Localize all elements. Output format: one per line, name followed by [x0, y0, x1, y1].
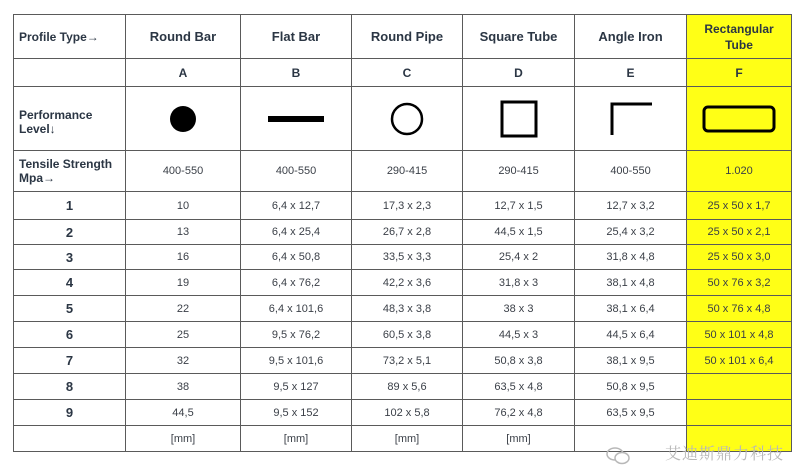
- tensile-e: 400-550: [575, 151, 687, 192]
- table-cell: 17,3 x 2,3: [352, 192, 463, 220]
- table-cell: [687, 374, 792, 400]
- table-row: [14, 400, 792, 426]
- table-cell: 6,4 x 25,4: [241, 220, 352, 245]
- table-row: [14, 192, 792, 220]
- profile-name-c: Round Pipe: [352, 15, 463, 59]
- table-cell: 26,7 x 2,8: [352, 220, 463, 245]
- table-cell: 6,4 x 50,8: [241, 245, 352, 270]
- rectangular-tube-icon: [687, 87, 792, 151]
- square-tube-icon: [463, 87, 575, 151]
- table-cell: 25 x 50 x 1,7: [687, 192, 792, 220]
- table-cell: 25,4 x 2: [463, 245, 575, 270]
- level-number: 2: [14, 220, 126, 245]
- table-cell: 25,4 x 3,2: [575, 220, 687, 245]
- table-cell: 44,5 x 1,5: [463, 220, 575, 245]
- round-bar-icon: [126, 87, 241, 151]
- table-cell: 60,5 x 3,8: [352, 322, 463, 348]
- table-cell: 50,8 x 9,5: [575, 374, 687, 400]
- table-cell: 89 x 5,6: [352, 374, 463, 400]
- table-cell: 102 x 5,8: [352, 400, 463, 426]
- table-cell: 38 x 3: [463, 296, 575, 322]
- profile-name-b: Flat Bar: [241, 15, 352, 59]
- table-cell: 63,5 x 4,8: [463, 374, 575, 400]
- table-cell: 25: [126, 322, 241, 348]
- table-row: [14, 322, 792, 348]
- tensile-label: Tensile Strength Mpa→: [14, 151, 126, 192]
- level-number: 8: [14, 374, 126, 400]
- table-cell: 50 x 76 x 4,8: [687, 296, 792, 322]
- table-row: [14, 245, 792, 270]
- unit-cell: [mm]: [241, 426, 352, 452]
- table-cell: 16: [126, 245, 241, 270]
- flat-bar-icon: [241, 87, 352, 151]
- table-cell: 50 x 76 x 3,2: [687, 270, 792, 296]
- profile-letter-c: C: [352, 59, 463, 87]
- level-number: 6: [14, 322, 126, 348]
- profile-letter-a: A: [126, 59, 241, 87]
- shape-row: [14, 87, 792, 151]
- table-cell: 12,7 x 3,2: [575, 192, 687, 220]
- table-cell: 31,8 x 4,8: [575, 245, 687, 270]
- table-cell: 6,4 x 101,6: [241, 296, 352, 322]
- watermark-text: 艾迪斯鼎力科技: [664, 446, 784, 463]
- profile-name-a: Round Bar: [126, 15, 241, 59]
- table-cell: 50 x 101 x 6,4: [687, 348, 792, 374]
- tensile-d: 290-415: [463, 151, 575, 192]
- empty-cell: [14, 59, 126, 87]
- table-cell: 9,5 x 152: [241, 400, 352, 426]
- header-row-names: [14, 15, 792, 59]
- table-cell: 73,2 x 5,1: [352, 348, 463, 374]
- table-cell: 10: [126, 192, 241, 220]
- profile-letter-b: B: [241, 59, 352, 87]
- tensile-c: 290-415: [352, 151, 463, 192]
- tensile-f: 1.020: [687, 151, 792, 192]
- level-number: 9: [14, 400, 126, 426]
- header-row-letters: [14, 59, 792, 87]
- tensile-b: 400-550: [241, 151, 352, 192]
- table-cell: 76,2 x 4,8: [463, 400, 575, 426]
- table-cell: 6,4 x 76,2: [241, 270, 352, 296]
- level-number: 7: [14, 348, 126, 374]
- tensile-row: [14, 151, 792, 192]
- performance-level-label: Performance Level↓: [14, 87, 126, 151]
- table-cell: 38,1 x 9,5: [575, 348, 687, 374]
- table-cell: 44,5 x 3: [463, 322, 575, 348]
- table-cell: 9,5 x 76,2: [241, 322, 352, 348]
- table-row: [14, 296, 792, 322]
- table-cell: 38: [126, 374, 241, 400]
- table-cell: 25 x 50 x 3,0: [687, 245, 792, 270]
- table-cell: [687, 400, 792, 426]
- table-cell: 50 x 101 x 4,8: [687, 322, 792, 348]
- table-cell: 50,8 x 3,8: [463, 348, 575, 374]
- table-row: [14, 374, 792, 400]
- chat-bubble-icon: [606, 446, 630, 466]
- unit-cell: [mm]: [463, 426, 575, 452]
- unit-cell: [mm]: [352, 426, 463, 452]
- table-cell: 12,7 x 1,5: [463, 192, 575, 220]
- profile-name-d: Square Tube: [463, 15, 575, 59]
- table-cell: 13: [126, 220, 241, 245]
- table-cell: 44,5 x 6,4: [575, 322, 687, 348]
- table-cell: 22: [126, 296, 241, 322]
- tensile-a: 400-550: [126, 151, 241, 192]
- table-cell: 31,8 x 3: [463, 270, 575, 296]
- level-number: 5: [14, 296, 126, 322]
- round-pipe-icon: [352, 87, 463, 151]
- table-cell: 33,5 x 3,3: [352, 245, 463, 270]
- angle-iron-icon: [575, 87, 687, 151]
- profile-name-e: Angle Iron: [575, 15, 687, 59]
- table-cell: 6,4 x 12,7: [241, 192, 352, 220]
- profile-table: [13, 14, 792, 452]
- table-row: [14, 348, 792, 374]
- level-number: 3: [14, 245, 126, 270]
- table-cell: 44,5: [126, 400, 241, 426]
- empty-cell: [14, 426, 126, 452]
- unit-cell: [mm]: [126, 426, 241, 452]
- table-cell: 42,2 x 3,6: [352, 270, 463, 296]
- table-row: [14, 220, 792, 245]
- profile-type-label: Profile Type→: [14, 15, 126, 59]
- table-cell: 25 x 50 x 2,1: [687, 220, 792, 245]
- table-row: [14, 270, 792, 296]
- table-cell: 38,1 x 4,8: [575, 270, 687, 296]
- table-cell: 9,5 x 127: [241, 374, 352, 400]
- table-cell: 48,3 x 3,8: [352, 296, 463, 322]
- table-cell: 38,1 x 6,4: [575, 296, 687, 322]
- table-cell: 19: [126, 270, 241, 296]
- level-number: 4: [14, 270, 126, 296]
- table-cell: 32: [126, 348, 241, 374]
- profile-letter-f: F: [687, 59, 792, 87]
- table-cell: 63,5 x 9,5: [575, 400, 687, 426]
- profile-letter-e: E: [575, 59, 687, 87]
- table-cell: 9,5 x 101,6: [241, 348, 352, 374]
- profile-letter-d: D: [463, 59, 575, 87]
- level-number: 1: [14, 192, 126, 220]
- profile-name-f: Rectangular Tube: [687, 15, 792, 59]
